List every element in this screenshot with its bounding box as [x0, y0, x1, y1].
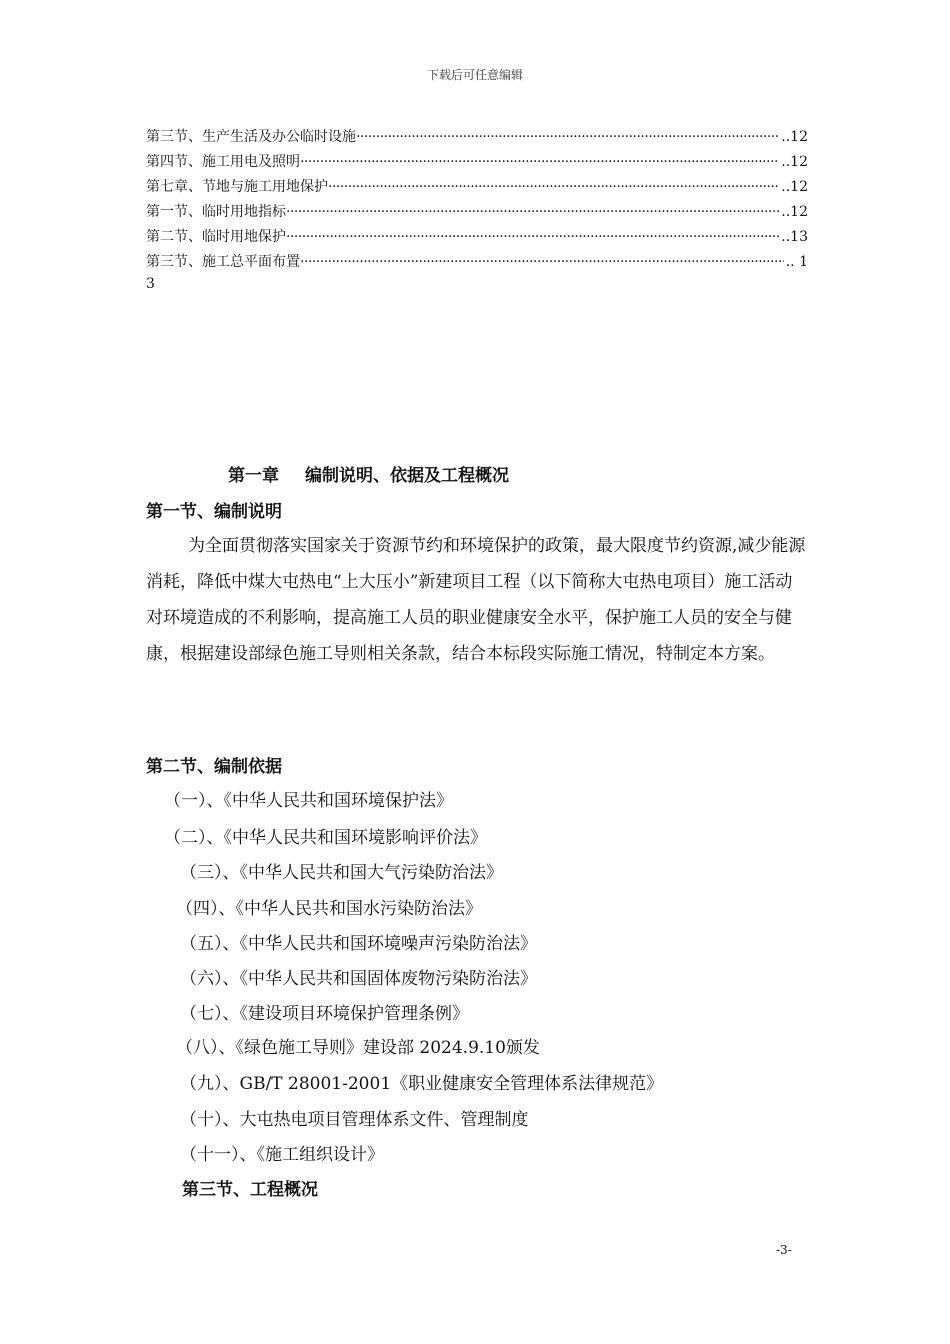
list-item: （一）、《中华人民共和国环境保护法》 [164, 791, 453, 811]
table-of-contents [146, 126, 808, 301]
section-3-title: 第三节、工程概况 [182, 1180, 318, 1200]
list-item: （二）、《中华人民共和国环境影响评价法》 [164, 828, 487, 848]
list-item: （六）、《中华人民共和国固体废物污染防治法》 [180, 969, 537, 989]
list-item: （九）、GB/T 28001-2001《职业健康安全管理体系法律规范》 [180, 1074, 664, 1094]
list-item: （十）、大屯热电项目管理体系文件、管理制度 [180, 1110, 529, 1130]
toc-entry-label: 第三节、生产生活及办公临时设施 [146, 129, 356, 145]
toc-entry-page: ..12 [781, 154, 808, 170]
toc-leader [300, 154, 779, 170]
list-item: （三）、《中华人民共和国大气污染防治法》 [180, 863, 503, 883]
section-2-title: 第二节、编制依据 [146, 757, 282, 777]
list-item: （四）、《中华人民共和国水污染防治法》 [176, 899, 482, 919]
list-item: （五）、《中华人民共和国环境噪声污染防治法》 [180, 934, 537, 954]
toc-entry-label: 第一节、临时用地指标 [146, 204, 286, 220]
toc-entry[interactable] [146, 201, 808, 226]
toc-leader [356, 129, 779, 145]
chapter-heading [228, 461, 509, 486]
list-item: （八）、《绿色施工导则》建设部 2024.9.10颁发 [176, 1038, 540, 1058]
section-1-title: 第一节、编制说明 [146, 502, 282, 522]
toc-entry-page: .. 1 [785, 254, 808, 270]
toc-entry-label: 第二节、临时用地保护 [146, 229, 286, 245]
toc-leader [300, 254, 784, 270]
toc-leader [286, 229, 779, 245]
toc-entry-page: ..13 [781, 229, 808, 245]
list-item: （七）、《建设项目环境保护管理条例》 [180, 1004, 469, 1024]
toc-entry[interactable] [146, 176, 808, 201]
section-1-text: 为全面贯彻落实国家关于资源节约和环境保护的政策，最大限度节约资源,减少能源消耗，降低中煤大屯热电“上大压小”新建项目工程（以下简称大屯热电项目）施工活动对环境造成的不利影响，提高施工人员的职业健康安全水平，保护施工人员的安全与健康，根据建设部绿色施工导则相关条款，结合本标段实际施工情况，特制定本方案。 [146, 536, 806, 664]
section-1-body [146, 528, 808, 672]
page-number: -3- [776, 1243, 792, 1257]
toc-leader [286, 204, 779, 220]
chapter-number: 第一章 [228, 466, 279, 486]
toc-entry[interactable] [146, 151, 808, 176]
toc-entry-label: 第四节、施工用电及照明 [146, 154, 300, 170]
toc-entry[interactable] [146, 251, 808, 276]
toc-entry-label: 第七章、节地与施工用地保护 [146, 179, 328, 195]
chapter-title: 编制说明、依据及工程概况 [305, 466, 509, 486]
toc-entry-page: ..12 [781, 179, 808, 195]
toc-entry-page: ..12 [781, 129, 808, 145]
toc-entry-label: 第三节、施工总平面布置 [146, 254, 300, 270]
toc-leader [328, 179, 779, 195]
toc-entry-page: ..12 [781, 204, 808, 220]
toc-entry[interactable] [146, 226, 808, 251]
toc-entry[interactable] [146, 126, 808, 151]
list-item: （十一）、《施工组织设计》 [180, 1145, 384, 1165]
toc-page-wrap: 3 [146, 276, 155, 292]
page-header: 下载后可任意编辑 [426, 68, 523, 82]
